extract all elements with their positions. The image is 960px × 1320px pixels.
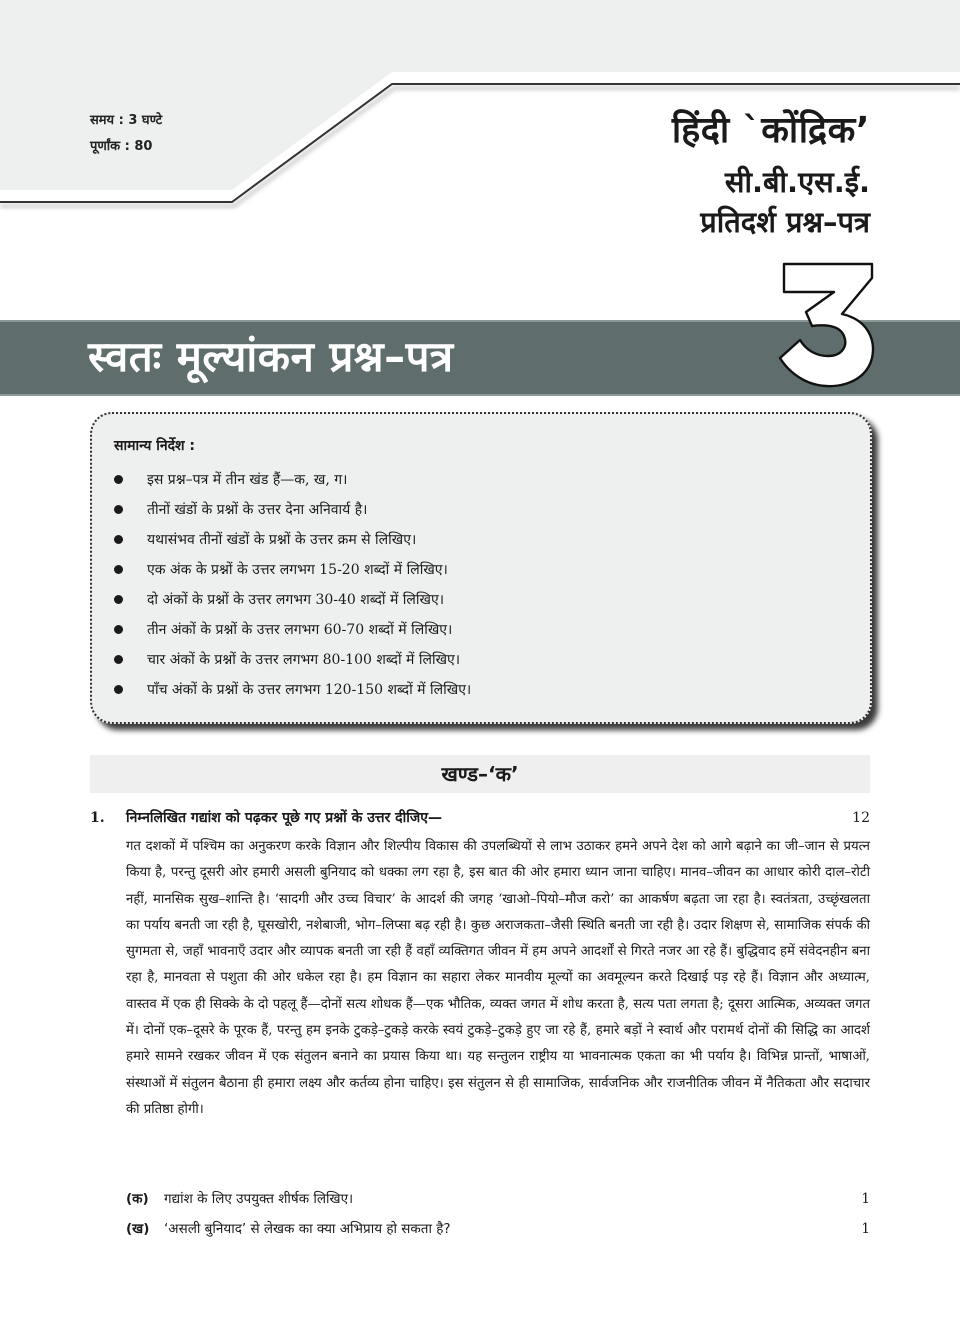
bullet-icon [114,505,123,514]
subquestion-label: (क) [126,1191,149,1207]
instruction-item: तीनों खंडों के प्रश्नों के उत्तर देना अनिवार्य है। [114,494,471,524]
banner-title: स्वतः मूल्यांकन प्रश्न–पत्र [88,332,454,381]
instruction-item: एक अंक के प्रश्नों के उत्तर लगभग 15-20 शब्दों में लिखिए। [114,554,471,584]
instruction-item: पाँच अंकों के प्रश्नों के उत्तर लगभग 120-150 शब्दों में लिखिए। [114,674,471,704]
title-block [672,108,870,242]
bullet-icon [114,625,123,634]
instruction-item: इस प्रश्न–पत्र में तीन खंड हैं—क, ख, ग। [114,464,471,494]
subquestion-text: गद्यांश के लिए उपयुक्त शीर्षक लिखिए। [164,1191,354,1207]
instruction-item: दो अंकों के प्रश्नों के उत्तर लगभग 30-40 शब्दों में लिखिए। [114,584,471,614]
paper-number-graphic [772,254,882,390]
subquestion-ka [126,1188,870,1210]
bullet-icon [114,535,123,544]
paper-type-title: प्रतिदर्श प्रश्न–पत्र [700,205,870,239]
bullet-icon [114,595,123,604]
instructions-list [114,464,471,704]
instructions-box [90,412,872,724]
bullet-icon [114,685,123,694]
time-label: समय : 3 घण्टे [90,113,163,128]
subquestion-marks: 1 [861,1191,870,1207]
question-1-header [90,808,870,828]
book-title: हिंदी `कोंद्रिक’ [671,110,870,151]
section-header: खण्ड–‘क’ [90,755,870,793]
instructions-heading: सामान्य निर्देश : [114,438,196,454]
subquestion-label: (ख) [126,1221,150,1237]
subquestion-marks: 1 [861,1221,870,1237]
question-number: 1. [90,810,105,826]
instruction-item: चार अंकों के प्रश्नों के उत्तर लगभग 80-100 शब्दों में लिखिए। [114,644,471,674]
bullet-icon [114,655,123,664]
question-prompt: निम्नलिखित गद्यांश को पढ़कर पूछे गए प्रश्नों के उत्तर दीजिए— [126,810,442,826]
board-title: सी.बी.एस.ई. [724,165,870,199]
bullet-icon [114,565,123,574]
exam-meta [90,108,162,160]
bullet-icon [114,475,123,484]
reading-passage: गत दशकों में पश्चिम का अनुकरण करके विज्ञान और शिल्पीय विकास की उपलब्धियों से लाभ उठाकर हमने अपने देश को आगे बढ़ाने का जी–जान से प्रयत्न किया है, परन्तु दूसरी ओर हमारी असली बुनियाद को धक्का लग रहा है, इस बात की ओर हमारा ध्यान जाना चाहिए। मानव–जीवन का आधार कोरी दाल–रोटी नहीं, मानसिक सुख–शान्ति है। ‘सादगी और उच्च विचार’ के आदर्श की जगह ‘खाओ–पियो–मौज करो’ का आकर्षण बढ़ता जा रहा है। स्वतंत्रता, उच्छृंखलता का पर्याय बनती जा रही है, घूसखोरी, नशेबाजी, भोग–लिप्सा बढ़ रही है। कुछ अराजकता–जैसी स्थिति बनती जा रही है। उदार शिक्षण से, सामाजिक संपर्क की सुगमता से, जहाँ भावनाएँ उदार और व्यापक बनती जा रही हैं वहाँ व्यक्तिगत जीवन में हम अपने आदर्शों से गिरते नजर आ रहे हैं। बुद्धिवाद हमें संवेदनहीन बना रहा है, मानवता से पशुता की ओर धकेल रहा है। हम विज्ञान का सहारा लेकर मानवीय मूल्यों का अवमूल्यन करते दिखाई पड़ रहे हैं। विज्ञान और अध्यात्म, वास्तव में एक ही सिक्के के दो पहलू हैं—दोनों सत्य शोधक हैं—एक भौतिक, व्यक्त जगत में शोध करता है, सत्य पता लगता है; दूसरा आत्मिक, अव्यक्त जगत में। दोनों एक–दूसरे के पूरक हैं, परन्तु हम इनके टुकड़े–टुकड़े करके स्वयं टुकड़े–टुकड़े हुए जा रहे हैं, हमारे बड़ों ने स्वार्थ और परामर्थ दोनों की सिद्धि का आदर्श हमारे सामने रखकर जीवन में एक संतुलन बनाने का प्रयास किया था। यह सन्तुलन राष्ट्रीय या भावनात्मक एकता का भी पर्याय है। विभिन्न प्रान्तों, भाषाओं, संस्थाओं में संतुलन बैठाना ही हमारा लक्ष्य और कर्तव्य होना चाहिए। इस संतुलन से ही सामाजिक, सार्वजनिक और राजनीतिक जीवन में नैतिकता और सदाचार की प्रतिष्ठा होगी। [126,839,870,1117]
question-marks: 12 [852,810,870,826]
subquestion-kha [126,1218,870,1240]
marks-label: पूर्णांक : 80 [90,139,153,154]
subquestion-text: ‘असली बुनियाद’ से लेखक का क्या अभिप्राय हो सकता है? [164,1221,451,1237]
instruction-item: यथासंभव तीनों खंडों के प्रश्नों के उत्तर क्रम से लिखिए। [114,524,471,554]
instruction-item: तीन अंकों के प्रश्नों के उत्तर लगभग 60-70 शब्दों में लिखिए। [114,614,471,644]
